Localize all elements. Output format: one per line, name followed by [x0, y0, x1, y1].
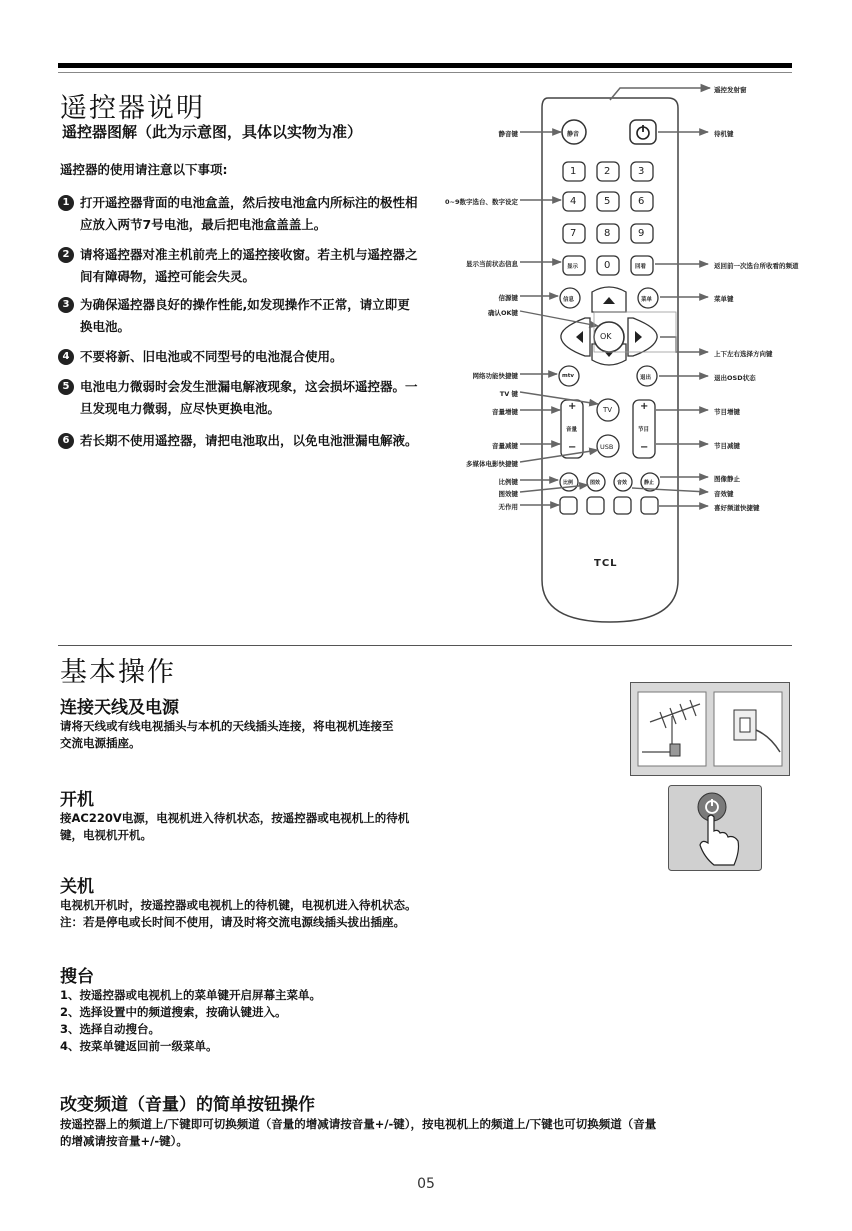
exit-label: 退出OSD状态	[714, 374, 756, 382]
sound-label: 音效键	[714, 490, 734, 498]
mtv-label: 网络功能快捷键	[472, 372, 518, 380]
section-text	[60, 1116, 656, 1150]
none-label: 无作用	[498, 503, 518, 511]
tv-key-label: TV	[603, 406, 613, 414]
note-number: 6	[58, 433, 74, 449]
note-text: 若长期不使用遥控器，请把电池取出，以免电池泄漏电解液。	[80, 433, 418, 448]
vol-down-label: 音量减键	[492, 442, 518, 450]
section-text	[60, 987, 321, 1055]
power-label: 待机键	[714, 130, 734, 138]
page-subtitle: 遥控器图解（此为示意图，具体以实物为准）	[62, 123, 363, 141]
note-number: 1	[58, 195, 74, 211]
mute-key-label: 静音	[567, 131, 580, 138]
tv-label: TV 键	[499, 390, 518, 398]
note-text: 电池电力微弱时会发生泄漏电解液现象，这会损坏遥控器。一旦发现电力微弱，应尽快更换电池。	[80, 379, 418, 416]
freeze-label: 图像静止	[714, 475, 740, 483]
sound-key-label: 音效	[617, 480, 628, 486]
info-key-label: 信息	[563, 297, 575, 303]
menu-label: 菜单键	[714, 295, 734, 303]
antenna-connection-illustration	[630, 682, 790, 776]
mtv-key-label: mtv	[562, 373, 574, 379]
note-number: 2	[58, 247, 74, 263]
digit-8-label: 8	[604, 228, 611, 239]
ch-minus-label: −	[640, 442, 649, 453]
digit-5-label: 5	[604, 196, 611, 207]
section-text	[60, 718, 394, 752]
section-title: 关机	[60, 877, 94, 897]
section-text	[60, 810, 409, 844]
picture-key-label: 图效	[590, 480, 601, 486]
ratio-key-label: 比例	[563, 480, 574, 486]
text-line: 1、按遥控器或电视机上的菜单键开启屏幕主菜单。	[60, 988, 321, 1002]
note-text: 为确保遥控器良好的操作性能,如发现操作不正常，请立即更换电池。	[80, 297, 410, 334]
fav-label: 喜好频道快捷键	[714, 504, 760, 512]
digit-0-label: 0	[604, 260, 611, 271]
page-number: 05	[417, 1176, 435, 1192]
section-title: 连接天线及电源	[60, 698, 179, 718]
digits-label: 0~9数字选台、数字设定	[445, 198, 518, 206]
note-number: 4	[58, 349, 74, 365]
freeze-key-label: 静止	[644, 480, 655, 486]
digit-3-label: 3	[638, 166, 645, 177]
vol-plus-label: +	[568, 401, 577, 412]
ok-key-label: OK	[600, 332, 612, 341]
basic-title: 基本操作	[60, 657, 176, 688]
display-label: 显示当前状态信息	[466, 260, 518, 268]
volume-key-label: 音量	[566, 427, 578, 433]
page-title: 遥控器说明	[60, 93, 205, 124]
section-title: 搜台	[60, 967, 94, 987]
usb-key-label: USB	[600, 443, 614, 451]
ok-label: 确认OK键	[487, 309, 518, 317]
digit-2-label: 2	[604, 166, 611, 177]
text-line: 2、选择设置中的频道搜索，按确认键进入。	[60, 1005, 287, 1019]
note-text: 打开遥控器背面的电池盒盖，然后按电池盒内所标注的极性相应放入两节7号电池，最后把电池盒盖盖上。	[80, 195, 418, 232]
digit-9-label: 9	[638, 228, 645, 239]
note-text: 不要将新、旧电池或不同型号的电池混合使用。	[80, 349, 343, 364]
text-line: 按遥控器上的频道上/下键即可切换频道（音量的增减请按音量+/-键），按电视机上的频道上/下键也可切换频道（音量	[60, 1117, 657, 1131]
note-text: 请将遥控器对准主机前壳上的遥控接收窗。若主机与遥控器之间有障碍物，遥控可能会失灵。	[80, 247, 418, 284]
text-line: 3、选择自动搜台。	[60, 1022, 161, 1036]
menu-key-label: 菜单	[641, 297, 653, 303]
back-label: 返回前一次选台所收看的频道	[714, 262, 799, 270]
section-text	[60, 897, 417, 931]
info-label: 信源键	[498, 294, 518, 302]
digit-4-label: 4	[570, 196, 577, 207]
color-key-3[interactable]	[614, 497, 631, 514]
color-key-4[interactable]	[641, 497, 658, 514]
text-line: 请将天线或有线电视插头与本机的天线插头连接，将电视机连接至	[60, 719, 394, 733]
digit-7-label: 7	[570, 228, 577, 239]
note-number: 5	[58, 379, 74, 395]
brand-logo: TCL	[594, 558, 618, 569]
notes-title: 遥控器的使用请注意以下事项:	[60, 162, 228, 177]
text-line: 键，电视机开机。	[60, 828, 152, 842]
power-press-illustration	[668, 785, 762, 871]
section-title: 开机	[60, 790, 94, 810]
section-divider	[58, 645, 792, 646]
exit-key-label: 退出	[640, 375, 652, 381]
digit-1-label: 1	[570, 166, 577, 177]
emitter-label: 遥控发射窗	[714, 86, 747, 94]
ch-plus-label: +	[640, 401, 649, 412]
section-title: 改变频道（音量）的简单按钮操作	[60, 1095, 315, 1115]
program-key-label: 节目	[638, 427, 650, 433]
picture-label: 图效键	[498, 490, 518, 498]
ch-up-label: 节目增键	[714, 408, 740, 416]
color-key-2[interactable]	[587, 497, 604, 514]
text-line: 接AC220V电源，电视机进入待机状态，按遥控器或电视机上的待机	[60, 811, 410, 825]
digit-6-label: 6	[638, 196, 645, 207]
vol-up-label: 音量增键	[492, 408, 518, 416]
text-line: 注：若是停电或长时间不使用，请及时将交流电源线插头拔出插座。	[60, 915, 405, 929]
text-line: 电视机开机时，按遥控器或电视机上的待机键，电视机进入待机状态。	[60, 898, 417, 912]
text-line: 4、按菜单键返回前一级菜单。	[60, 1039, 218, 1053]
text-line: 的增减请按音量+/-键）。	[60, 1134, 188, 1148]
ratio-label: 比例键	[498, 478, 518, 486]
mute-label: 静音键	[498, 130, 518, 138]
text-line: 交流电源插座。	[60, 736, 141, 750]
note-number: 3	[58, 297, 74, 313]
color-key-1[interactable]	[560, 497, 577, 514]
ch-down-label: 节目减键	[714, 442, 740, 450]
multimedia-label: 多媒体电影快捷键	[466, 460, 518, 468]
nav-label: 上下左右选择方向键	[714, 350, 773, 358]
back-key-label: 回看	[635, 264, 647, 270]
vol-minus-label: −	[568, 442, 577, 453]
display-key-label: 显示	[567, 264, 579, 270]
